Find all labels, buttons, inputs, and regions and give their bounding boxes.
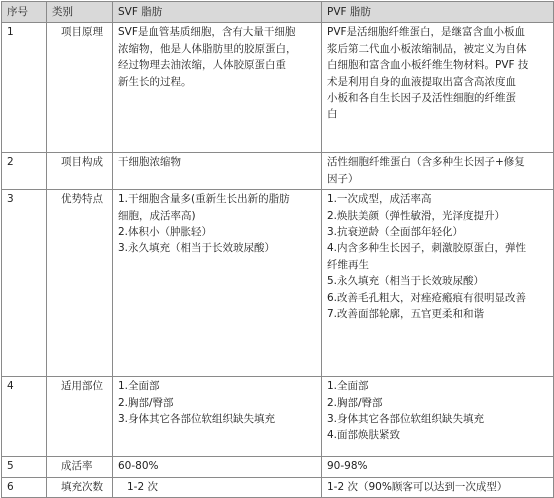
svf-line: 60-80% — [118, 460, 159, 473]
svf-line: 新生长的过程。 — [118, 75, 192, 88]
svf-line: 细胞，成活率高) — [118, 209, 196, 222]
row-number: 4 — [2, 377, 47, 457]
pvf-line: 6.改善毛孔粗大，对痤疮瘢痕有很明显改善 — [327, 291, 527, 304]
pvf-line: 浆后第二代血小板浓缩制品，被定义为自体 — [327, 42, 527, 55]
pvf-line: 3.抗衰逆龄（全面部年轻化） — [327, 226, 464, 239]
table-row — [2, 477, 554, 497]
row-number: 1 — [2, 23, 47, 153]
row-pvf-cell — [322, 23, 554, 153]
row-pvf-cell — [322, 153, 554, 190]
header-pvf: PVF 脂肪 — [322, 2, 554, 23]
svf-line: 1.全面部 — [118, 380, 160, 393]
row-category: 填充次数 — [47, 477, 113, 497]
pvf-line: 2.焕肤美颜（弹性敏滑，光泽度提升） — [327, 209, 506, 222]
row-svf-cell — [113, 23, 322, 153]
row-svf-cell — [113, 190, 322, 377]
row-svf-cell — [113, 153, 322, 190]
row-pvf-cell — [322, 377, 554, 457]
pvf-line: 纤维再生 — [327, 258, 369, 271]
svf-line: 浓缩物，他是人体脂肪里的胶原蛋白， — [118, 42, 297, 55]
pvf-line: 4.内含多种生长因子，刺激胶原蛋白，弹性 — [327, 242, 527, 255]
row-svf-cell — [113, 457, 322, 477]
table-row — [2, 190, 554, 377]
pvf-line: 1-2 次（90%顾客可以达到一次成型） — [327, 480, 508, 493]
header-row — [2, 2, 554, 23]
svf-line: 经过物理去油浓缩，人体胶原蛋白重 — [118, 59, 286, 72]
row-category: 适用部位 — [47, 377, 113, 457]
row-svf-cell — [113, 377, 322, 457]
header-svf: SVF 脂肪 — [113, 2, 322, 23]
row-number: 3 — [2, 190, 47, 377]
pvf-line: 1.全面部 — [327, 380, 369, 393]
pvf-line: 活性细胞纤维蛋白（含多种生长因子+修复 — [327, 156, 525, 169]
svf-line: 1.干细胞含量多(重新生长出新的脂肪 — [118, 193, 290, 206]
row-pvf-cell — [322, 477, 554, 497]
row-pvf-cell — [322, 457, 554, 477]
svf-line: 1-2 次 — [127, 480, 158, 493]
pvf-line: 白细胞和富含血小板纤维生物材料。PVF 技 — [327, 59, 529, 72]
row-category: 优势特点 — [47, 190, 113, 377]
pvf-line: PVF是活细胞纤维蛋白，是继富含血小板血 — [327, 26, 526, 39]
pvf-line: 白 — [327, 108, 338, 121]
row-category: 项目原理 — [47, 23, 113, 153]
pvf-line: 3.身体其它各部位软组织缺失填充 — [327, 413, 485, 426]
pvf-line: 1.一次成型，成活率高 — [327, 193, 432, 206]
row-number: 5 — [2, 457, 47, 477]
svf-line: 2.体积小（肿胀轻） — [118, 226, 213, 239]
pvf-line: 术是利用自身的血液提取出富含高浓度血 — [327, 75, 516, 88]
row-category: 成活率 — [47, 457, 113, 477]
svf-line: 3.身体其它各部位软组织缺失填充 — [118, 413, 276, 426]
pvf-line: 2.胸部/臀部 — [327, 396, 383, 409]
svf-line: 干细胞浓缩物 — [118, 156, 181, 169]
svf-line: 3.永久填充（相当于长效玻尿酸） — [118, 242, 276, 255]
table-row — [2, 377, 554, 457]
pvf-line: 7.改善面部轮廓，五官更柔和和谐 — [327, 308, 485, 321]
header-no: 序号 — [2, 2, 47, 23]
pvf-line: 小板和各自生长因子及活性细胞的纤维蛋 — [327, 92, 516, 105]
row-category: 项目构成 — [47, 153, 113, 190]
table-row — [2, 23, 554, 153]
row-number: 2 — [2, 153, 47, 190]
table-row — [2, 153, 554, 190]
svf-line: 2.胸部/臀部 — [118, 396, 174, 409]
row-svf-cell — [113, 477, 322, 497]
table-row — [2, 457, 554, 477]
pvf-line: 因子） — [327, 172, 359, 185]
row-pvf-cell — [322, 190, 554, 377]
header-category: 类别 — [47, 2, 113, 23]
row-number: 6 — [2, 477, 47, 497]
pvf-line: 90-98% — [327, 460, 368, 473]
table-body — [2, 23, 554, 498]
pvf-line: 5.永久填充（相当于长效玻尿酸） — [327, 275, 485, 288]
pvf-line: 4.面部焕肤紧致 — [327, 429, 401, 442]
comparison-table — [1, 1, 554, 498]
svf-line: SVF是血管基质细胞，含有大量干细胞 — [118, 26, 296, 39]
